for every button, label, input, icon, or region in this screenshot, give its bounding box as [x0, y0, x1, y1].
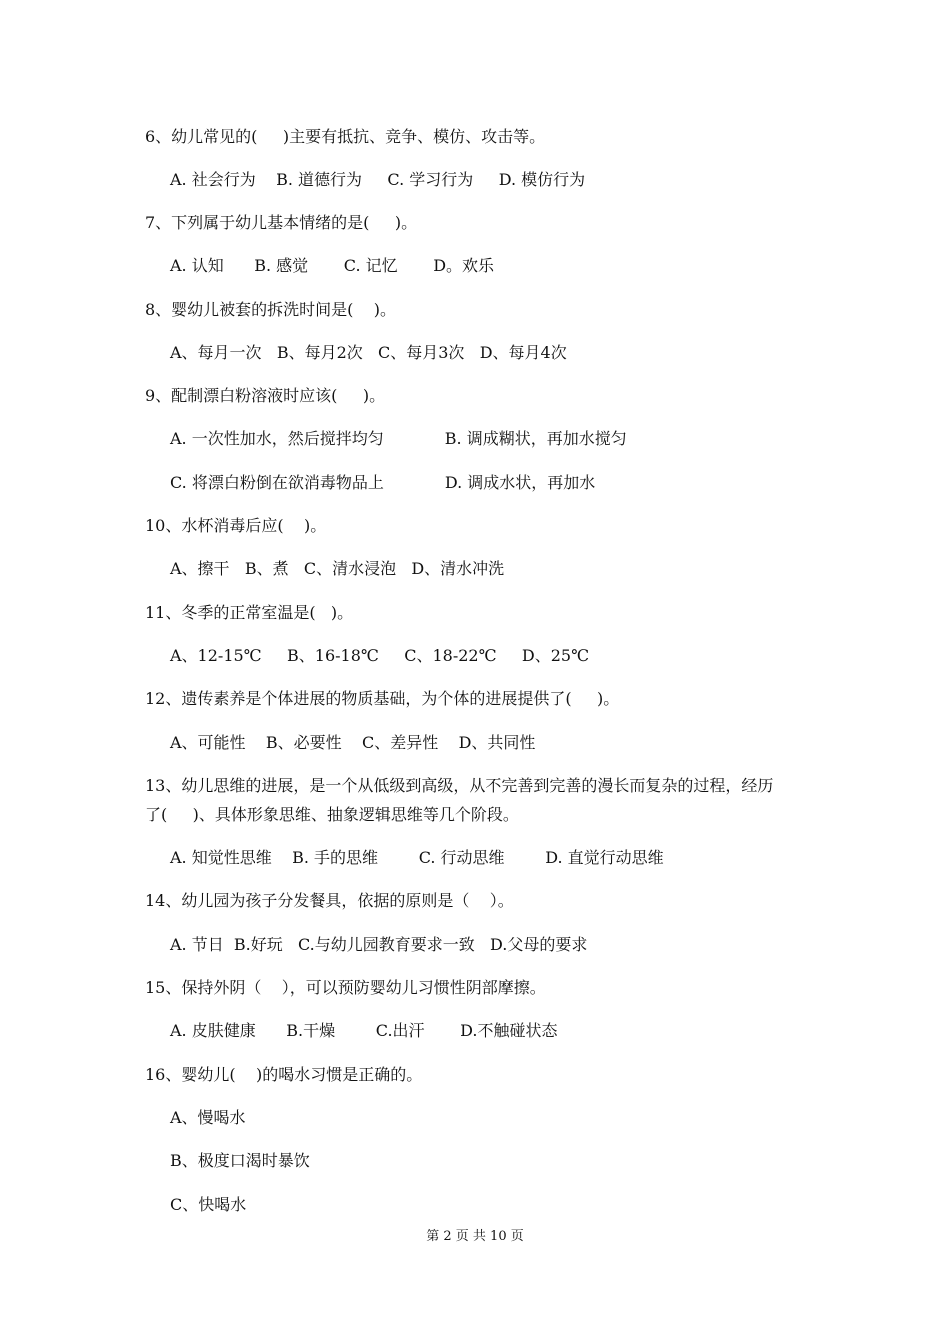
options-16-a: A、慢喝水	[170, 1108, 246, 1127]
question-10: 10、水杯消毒后应( )。	[145, 516, 327, 535]
options-10: A、擦干 B、煮 C、清水浸泡 D、清水冲洗	[170, 559, 505, 578]
options-6: A. 社会行为 B. 道德行为 C. 学习行为 D. 模仿行为	[170, 170, 586, 189]
options-14: A. 节日 B.好玩 C.与幼儿园教育要求一致 D.父母的要求	[170, 935, 588, 954]
options-12: A、可能性 B、必要性 C、差异性 D、共同性	[170, 733, 536, 752]
question-11: 11、冬季的正常室温是( )。	[145, 603, 354, 622]
options-15: A. 皮肤健康 B.干燥 C.出汗 D.不触碰状态	[170, 1021, 558, 1040]
options-16-b: B、极度口渴时暴饮	[170, 1151, 310, 1170]
question-6: 6、幼儿常见的( )主要有抵抗、竞争、模仿、攻击等。	[145, 127, 546, 146]
options-11: A、12-15℃ B、16-18℃ C、18-22℃ D、25℃	[170, 646, 590, 665]
page-footer: 第 2 页 共 10 页	[426, 1229, 524, 1244]
question-14: 14、幼儿园为孩子分发餐具，依据的原则是（ ）。	[145, 891, 514, 910]
question-15: 15、保持外阴（ ），可以预防婴幼儿习惯性阴部摩擦。	[145, 978, 546, 997]
question-8: 8、婴幼儿被套的拆洗时间是( )。	[145, 300, 397, 319]
options-7: A. 认知 B. 感觉 C. 记忆 D。欢乐	[170, 256, 495, 275]
options-8: A、每月一次 B、每月2次 C、每月3次 D、每月4次	[170, 343, 567, 362]
options-13: A. 知觉性思维 B. 手的思维 C. 行动思维 D. 直觉行动思维	[170, 848, 664, 867]
options-9-row-2: C. 将漂白粉倒在欲消毒物品上 D. 调成水状，再加水	[170, 473, 596, 492]
question-16: 16、婴幼儿( )的喝水习惯是正确的。	[145, 1065, 423, 1084]
question-9: 9、配制漂白粉溶液时应该( )。	[145, 386, 386, 405]
options-16-c: C、快喝水	[170, 1195, 247, 1214]
question-7: 7、下列属于幼儿基本情绪的是( )。	[145, 213, 418, 232]
question-13: 13、幼儿思维的进展，是一个从低级到高级，从不完善到完善的漫长而复杂的过程，经历	[145, 776, 774, 795]
question-13-cont: 了( )、具体形象思维、抽象逻辑思维等几个阶段。	[145, 805, 519, 824]
question-12: 12、遗传素养是个体进展的物质基础，为个体的进展提供了( )。	[145, 689, 620, 708]
options-9-row-1: A. 一次性加水，然后搅拌均匀 B. 调成糊状，再加水搅匀	[170, 429, 627, 448]
